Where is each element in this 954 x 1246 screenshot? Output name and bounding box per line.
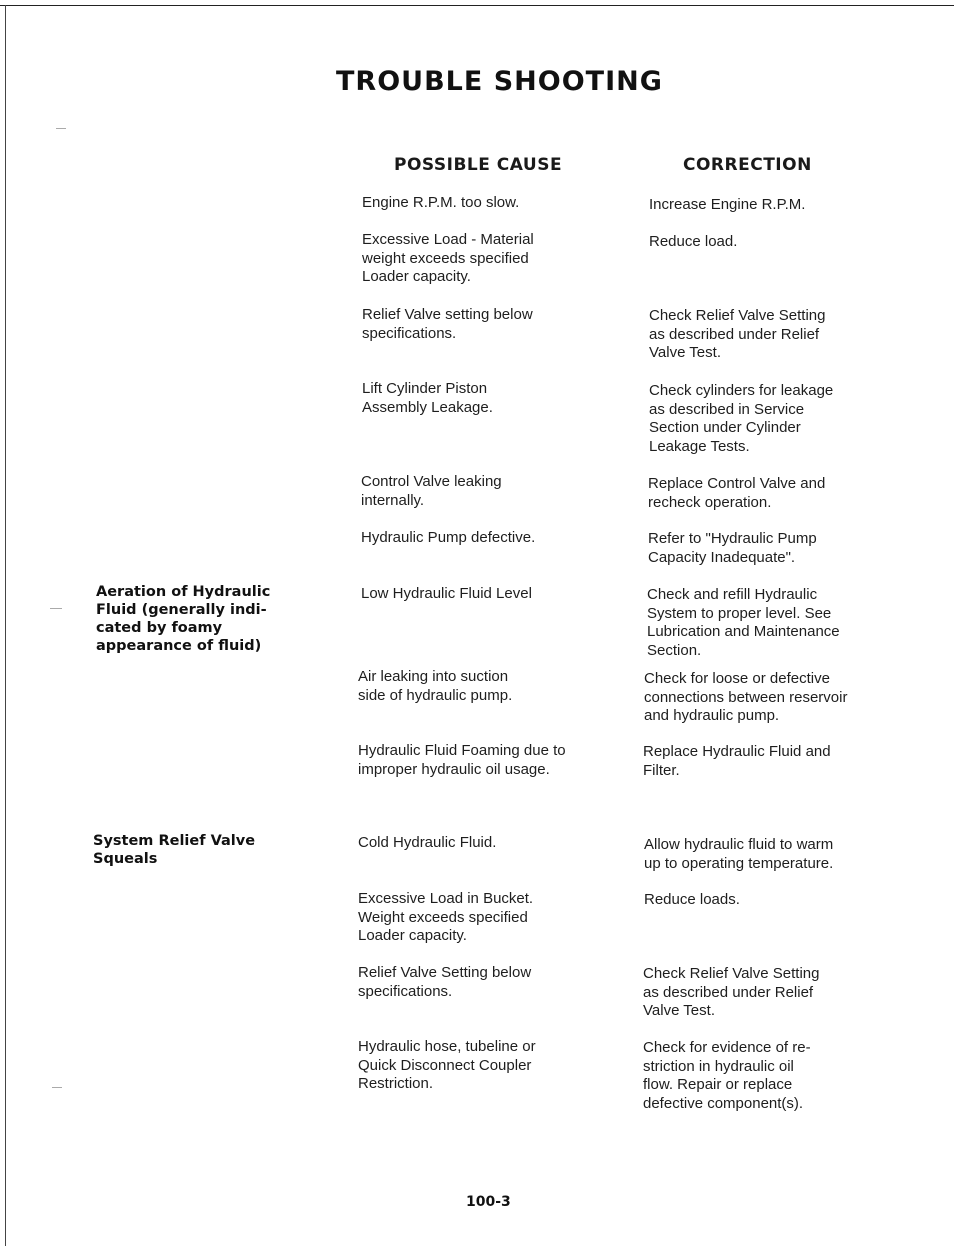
correction-header: CORRECTION xyxy=(683,155,812,175)
correction-text: Refer to "Hydraulic Pump Capacity Inadequate". xyxy=(648,530,817,566)
correction-text: Allow hydraulic fluid to warm up to operating temperature. xyxy=(644,836,834,872)
cause-text: Excessive Load in Bucket. Weight exceeds specified Loader capacity. xyxy=(358,890,534,944)
page-left-border xyxy=(5,5,6,1246)
cause-text: Low Hydraulic Fluid Level xyxy=(361,585,532,602)
page-title: TROUBLE SHOOTING xyxy=(336,66,663,97)
correction-text: Check Relief Valve Setting as described under Relief Valve Test. xyxy=(643,965,820,1019)
page-number: 100-3 xyxy=(466,1194,511,1210)
correction-text: Check cylinders for leakage as described in Service Section under Cylinder Leakage Tests. xyxy=(649,382,834,455)
correction-text: Replace Control Valve and recheck operation. xyxy=(648,475,826,511)
cause-text: Relief Valve Setting below specifications. xyxy=(358,964,532,1000)
cause-text: Air leaking into suction side of hydraulic pump. xyxy=(358,668,513,704)
correction-text: Check for evidence of re- striction in hydraulic oil flow. Repair or replace defective component(s). xyxy=(643,1039,811,1112)
correction-text: Reduce load. xyxy=(649,233,738,250)
page-top-border xyxy=(0,5,954,6)
cause-text: Excessive Load - Material weight exceeds specified Loader capacity. xyxy=(362,231,534,285)
symptom-label: System Relief Valve Squeals xyxy=(93,833,256,867)
cause-text: Lift Cylinder Piston Assembly Leakage. xyxy=(362,380,493,416)
cause-text: Engine R.P.M. too slow. xyxy=(362,194,520,211)
cause-text: Relief Valve setting below specifications. xyxy=(362,306,533,342)
scan-speck xyxy=(50,608,62,609)
cause-text: Cold Hydraulic Fluid. xyxy=(358,834,497,851)
correction-text: Increase Engine R.P.M. xyxy=(649,196,806,213)
scan-speck xyxy=(56,128,66,129)
possible-cause-header: POSSIBLE CAUSE xyxy=(394,155,563,175)
symptom-label: Aeration of Hydraulic Fluid (generally indi- cated by foamy appearance of fluid) xyxy=(96,584,271,654)
correction-text: Check Relief Valve Setting as described under Relief Valve Test. xyxy=(649,307,826,361)
cause-text: Hydraulic hose, tubeline or Quick Disconnect Coupler Restriction. xyxy=(358,1038,536,1092)
scan-speck xyxy=(52,1087,62,1088)
correction-text: Check for loose or defective connections between reservoir and hydraulic pump. xyxy=(644,670,848,724)
cause-text: Hydraulic Fluid Foaming due to improper hydraulic oil usage. xyxy=(358,742,566,778)
correction-text: Replace Hydraulic Fluid and Filter. xyxy=(643,743,831,779)
correction-text: Check and refill Hydraulic System to proper level. See Lubrication and Maintenance Section. xyxy=(647,586,840,659)
cause-text: Control Valve leaking internally. xyxy=(361,473,502,509)
cause-text: Hydraulic Pump defective. xyxy=(361,529,536,546)
correction-text: Reduce loads. xyxy=(644,891,740,908)
